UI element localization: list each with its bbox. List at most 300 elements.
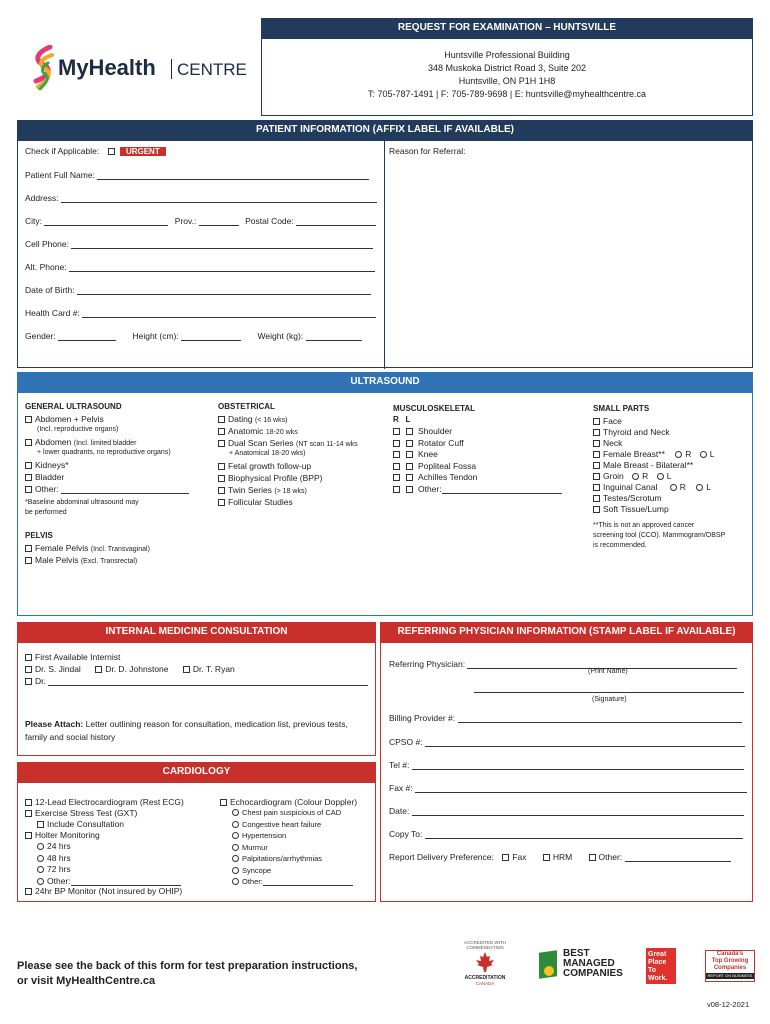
holter-other-field[interactable] [71,877,181,886]
male-breast-checkbox[interactable] [593,462,600,469]
delivery-row [389,852,731,862]
inguinal-label: Inguinal Canal [603,482,658,492]
best-managed-logo [537,947,629,987]
msk-left-checkbox[interactable] [406,474,413,481]
street: 348 Muskoka District Road 3, Suite 202 [427,63,587,73]
date-field[interactable] [412,807,744,816]
maple-leaf-icon [474,951,496,973]
include-consult-checkbox[interactable] [37,821,44,828]
full-name-row [25,170,369,180]
great-place-logo [646,948,676,984]
female-pelvis-row [25,543,150,553]
signature-field[interactable] [474,692,744,693]
msk-head: MUSCULOSKELETAL [393,404,476,413]
weight-field[interactable] [306,332,362,341]
inguinal-l-label: L [706,482,711,492]
gender-field[interactable] [58,332,116,341]
male-pelvis-note: (Excl. Transrectal) [80,558,138,565]
echo-option [232,854,322,863]
msk-left-checkbox[interactable] [406,486,413,493]
dr-other-row [25,676,368,686]
health-card-label: Health Card #: [25,308,80,318]
female-breast-row [593,449,715,459]
male-pelvis-row [25,555,137,565]
neck-label: Neck [603,438,623,448]
alt-field[interactable] [69,263,375,272]
gptw-3: To [648,967,657,974]
height-field[interactable] [181,332,241,341]
msk-left-checkbox[interactable] [406,428,413,435]
gxt-row [25,808,137,818]
general-other-field[interactable] [61,485,189,494]
referring-section-title [380,622,753,642]
gptw-1: Great [648,951,667,958]
address-label: Address: [25,193,59,203]
cpso-label: CPSO #: [389,737,423,747]
dating-row [218,414,287,424]
signature-caption: (Signature) [592,696,627,703]
referring-section [380,642,753,902]
msk-right-checkbox[interactable] [393,474,400,481]
echo-option-radio[interactable] [232,855,239,862]
gxt-checkbox[interactable] [25,810,32,817]
holter-option-radio[interactable] [37,878,44,885]
neck-row [593,438,622,448]
delivery-hrm-checkbox[interactable] [543,854,550,861]
echo-option-label: Syncope [242,865,272,875]
bladder-label: Bladder [35,472,65,482]
first-internist-label: First Available Internist [35,652,121,662]
female-pelvis-note: (Incl. Transvaginal) [90,546,150,553]
first-internist-row [25,652,120,662]
echo-option-label: Congestive heart failure [242,819,322,829]
male-breast-label: Male Breast - Bilateral** [603,460,694,470]
dating-label: Dating [228,414,253,424]
patient-section-title-text: PATIENT INFORMATION (AFFIX LABEL IF AVAILABLE) [256,124,514,135]
neck-checkbox[interactable] [593,440,600,447]
face-label: Face [603,416,622,426]
echo-option-label: Chest pain suspicious of CAD [242,808,342,817]
holter-option-radio[interactable] [37,843,44,850]
bpp-label: Biophysical Profile (BPP) [228,473,323,483]
groin-r-radio[interactable] [632,473,639,480]
dual-row [218,438,358,448]
print-name-caption: (Print Name) [588,668,628,675]
include-consult-label: Include Consultation [47,819,125,829]
inguinal-r-label: R [679,482,686,492]
ecg-checkbox[interactable] [25,799,32,806]
echo-option-radio[interactable] [232,809,239,816]
anatomic-row [218,426,298,436]
groin-l-radio[interactable] [657,473,664,480]
alt-row [25,262,375,272]
abdomen-note-2: + lower quadrants, no reproductive organs) [37,449,171,456]
baseline-note-1: *Baseline abdominal ultrasound may [25,499,139,506]
general-other-checkbox[interactable] [25,486,32,493]
msk-item-label: Shoulder [418,426,453,436]
dual-note: (NT scan 11-14 wks [296,441,358,448]
dating-checkbox[interactable] [218,416,225,423]
form-title-text: REQUEST FOR EXAMINATION – HUNTSVILLE [397,22,617,33]
date-row [389,806,744,816]
accredited-text: ACCREDITED WITH [464,940,506,945]
echo-option-radio[interactable] [232,867,239,874]
building: Huntsville Professional Building [444,50,570,60]
fax-row [389,783,747,793]
follicular-checkbox[interactable] [218,499,225,506]
msk-item-label: Knee [418,449,438,459]
bladder-checkbox[interactable] [25,474,32,481]
dr-other-label: Dr. [35,676,46,686]
female-pelvis-checkbox[interactable] [25,545,32,552]
ultrasound-section-title-text: ULTRASOUND [350,376,420,387]
ryan-label: Dr. T. Ryan [192,664,235,674]
commendation-text: COMMENDATION [466,945,504,950]
dr-other-field[interactable] [48,677,368,686]
billing-field[interactable] [458,714,742,723]
fetal-checkbox[interactable] [218,463,225,470]
tg-3: Companies [713,965,747,971]
delivery-fax-label: Fax [512,852,527,862]
echo-label: Echocardiogram (Colour Doppler) [230,797,358,807]
date-label: Date: [389,806,410,816]
echo-option [232,820,321,829]
prov-field[interactable] [199,217,239,226]
fetal-label: Fetal growth follow-up [228,461,312,471]
msk-rl: R L [393,415,411,424]
thyroid-row [593,427,670,437]
thyroid-checkbox[interactable] [593,429,600,436]
echo-option-radio[interactable] [232,878,239,885]
abdomen-row [25,437,136,447]
fax-label: Fax #: [389,783,413,793]
holter-option [37,864,71,874]
attach-row [25,719,348,729]
delivery-other-field[interactable] [625,853,731,862]
abdomen-note: (Incl. limited bladder [73,440,137,447]
groin-checkbox[interactable] [593,473,600,480]
abdomen-checkbox[interactable] [25,439,32,446]
baseline-note-2: be performed [25,509,67,516]
form-title [261,18,753,38]
echo-option [232,831,286,840]
copy-label: Copy To: [389,829,423,839]
msk-item [393,449,438,459]
twin-checkbox[interactable] [218,487,225,494]
echo-option-label: Palpitations/arrhythmias [242,854,323,863]
height-label: Height (cm): [132,331,179,341]
msk-left-checkbox[interactable] [406,463,413,470]
dual-label: Dual Scan Series [228,438,294,448]
cpso-row [389,737,745,747]
small-note-1: **This is not an approved cancer [593,522,695,529]
logo [30,45,250,95]
ryan-checkbox[interactable] [183,666,190,673]
cell-row [25,239,373,249]
small-note-3: is recommended. [593,542,647,549]
gender-row [25,331,362,341]
soft-tissue-row [593,504,669,514]
msk-item-label: Rotator Cuff [418,437,464,448]
attach-text: Letter outlining reason for consultation, medication list, previous tests, [83,719,348,729]
soft-tissue-label: Soft Tissue/Lump [603,504,669,514]
dual-checkbox[interactable] [218,440,225,447]
copy-row [389,829,743,839]
tg-2: Top Growing [711,958,749,964]
general-ultrasound-head: GENERAL ULTRASOUND [25,402,122,411]
msk-item-label: Other: [418,483,442,494]
pelvis-head: PELVIS [25,531,53,540]
groin-row [593,471,671,481]
address-box [261,38,753,116]
echo-option-radio[interactable] [232,821,239,828]
kidneys-checkbox[interactable] [25,462,32,469]
delivery-other-label: Other: [598,852,623,862]
echo-option [232,808,341,817]
inguinal-l-radio[interactable] [696,484,703,491]
dr-other-checkbox[interactable] [25,678,32,685]
anatomic-checkbox[interactable] [218,428,225,435]
holter-label: Holter Monitoring [35,830,100,840]
alt-label: Alt. Phone: [25,262,67,272]
urgent-checkbox[interactable] [108,148,115,155]
dob-field[interactable] [77,286,371,295]
twin-label: Twin Series [228,485,272,495]
msk-other-field[interactable] [442,485,562,494]
male-pelvis-label: Male Pelvis [35,555,79,565]
patient-divider [384,141,385,369]
female-breast-l-radio[interactable] [700,451,707,458]
accreditation-text: ACCREDITATION [464,975,506,981]
address-field[interactable] [61,194,377,203]
tg-1: Canada's [716,951,744,957]
attach-row-2: family and social history [25,732,116,742]
testes-row [593,493,662,503]
msk-item [393,461,476,471]
internal-section-title-text: INTERNAL MEDICINE CONSULTATION [105,626,288,637]
msk-right-checkbox[interactable] [393,440,400,447]
billing-label: Billing Provider #: [389,713,456,723]
accreditation-logo [455,940,515,990]
kidneys-label: Kidneys* [35,460,69,470]
echo-option [232,866,271,875]
bp-label: 24hr BP Monitor (Not insured by OHIP) [35,886,183,896]
holter-option [37,853,71,863]
echo-option-radio[interactable] [232,832,239,839]
inguinal-r-radio[interactable] [670,484,677,491]
follicular-label: Follicular Studies [228,497,293,507]
cell-field[interactable] [71,240,373,249]
delivery-fax-checkbox[interactable] [502,854,509,861]
twin-row [218,485,307,495]
echo-option-label: Hypertension [242,831,287,840]
female-pelvis-label: Female Pelvis [35,543,89,553]
johnstone-checkbox[interactable] [95,666,102,673]
city-field[interactable] [44,217,168,226]
delivery-hrm-label: HRM [552,852,573,862]
copy-field[interactable] [425,830,743,839]
echo-option-label: Other: [242,877,263,886]
ecg-label: 12-Lead Electrocardiogram (Rest ECG) [35,797,184,807]
thyroid-label: Thyroid and Neck [603,427,670,437]
msk-right-checkbox[interactable] [393,451,400,458]
billing-row [389,713,742,723]
gptw-4: Work. [648,975,668,982]
holter-option-radio[interactable] [37,866,44,873]
msk-item [393,472,477,482]
holter-checkbox[interactable] [25,832,32,839]
abd-pelvis-label: Abdomen + Pelvis [35,414,104,424]
anatomic-label: Anatomic [228,426,264,436]
postal-field[interactable] [296,217,376,226]
bp-row [25,886,182,896]
msk-right-checkbox[interactable] [393,428,400,435]
city-label: City: [25,216,42,226]
inguinal-row [593,482,711,492]
general-other-row [25,484,189,494]
dual-note-2: + Anatomical 18-20 wks) [229,450,306,457]
urgent-row [25,146,166,156]
full-name-label: Patient Full Name: [25,170,95,180]
logo-main: MyHealth [58,55,156,80]
delivery-label: Report Delivery Preference: [389,852,494,862]
msk-item-label: Achilles Tendon [418,472,478,482]
msk-item-label: Popliteal Fossa [418,460,477,471]
cardiology-section-title [17,762,376,782]
general-other-label: Other: [35,484,59,494]
echo-row [220,797,357,807]
testes-checkbox[interactable] [593,495,600,502]
bp-checkbox[interactable] [25,888,32,895]
inguinal-checkbox[interactable] [593,484,600,491]
johnstone-label: Dr. D. Johnstone [105,664,169,674]
small-note-2: screening tool (CCO). Mammogram/OBSP [593,532,726,539]
first-internist-checkbox[interactable] [25,654,32,661]
health-card-row [25,308,376,318]
urgent-badge: URGENT [120,147,166,156]
holter-option-radio[interactable] [37,855,44,862]
dob-label: Date of Birth: [25,285,75,295]
abd-pelvis-note: (Incl. reproductive organs) [37,426,119,433]
dob-row [25,285,371,295]
echo-option-radio[interactable] [232,844,239,851]
echo-option [232,877,353,886]
reason-label: Reason for Referral: [389,146,466,156]
tel-field[interactable] [412,761,744,770]
gender-label: Gender: [25,331,56,341]
ultrasound-section-title [17,372,753,392]
face-checkbox[interactable] [593,418,600,425]
best-3: COMPANIES [563,968,623,979]
jindal-label: Dr. S. Jindal [35,664,81,674]
delivery-other-checkbox[interactable] [589,854,596,861]
cpso-field[interactable] [425,738,745,747]
jindal-checkbox[interactable] [25,666,32,673]
bladder-row [25,472,64,482]
male-pelvis-checkbox[interactable] [25,557,32,564]
female-breast-checkbox[interactable] [593,451,600,458]
best-2: MANAGED [563,958,615,969]
male-breast-row [593,460,693,470]
internal-section-title [17,622,376,642]
msk-item [393,484,562,494]
contact-line: T: 705-787-1491 | F: 705-789-9698 | E: huntsville@myhealthcentre.ca [368,89,646,99]
gxt-label: Exercise Stress Test (GXT) [35,808,138,818]
physician-label: Referring Physician: [389,659,466,669]
best-managed-emblem-icon [537,949,561,983]
female-breast-label: Female Breast** [603,449,665,459]
logo-sub: CENTRE [177,60,247,79]
female-breast-r-label: R [685,449,692,459]
echo-checkbox[interactable] [220,799,227,806]
include-consult-row [37,819,124,829]
groin-l-label: L [666,471,672,481]
msk-left-checkbox[interactable] [406,451,413,458]
msk-right-checkbox[interactable] [393,463,400,470]
version: v08-12-2021 [707,1000,750,1009]
soft-tissue-checkbox[interactable] [593,506,600,513]
cardiology-section-title-text: CARDIOLOGY [162,766,231,777]
female-breast-r-radio[interactable] [675,451,682,458]
full-name-field[interactable] [97,171,369,180]
abdomen-label: Abdomen [35,437,72,447]
holter-option-label: 48 hrs [47,852,71,863]
reason-field[interactable] [389,160,747,360]
twin-note: (> 18 wks) [274,488,307,495]
anatomic-note: 18-20 wks [265,429,298,436]
fax-field[interactable] [415,784,747,793]
tel-row [389,760,744,770]
msk-right-checkbox[interactable] [393,486,400,493]
testes-label: Testes/Scrotum [603,493,662,503]
echo-option [232,843,268,852]
female-breast-l-label: L [709,449,715,459]
attach-bold: Please Attach: [25,719,84,729]
cell-label: Cell Phone: [25,239,69,249]
top-growing-logo [705,950,755,982]
abd-pelvis-row [25,414,104,424]
holter-row [25,830,100,840]
small-parts-head: SMALL PARTS [593,404,650,413]
abd-pelvis-checkbox[interactable] [25,416,32,423]
holter-option-label: 24 hrs [47,841,71,851]
tel-label: Tel #: [389,760,410,770]
msk-item [393,438,464,448]
dating-note: (< 16 wks) [254,417,288,424]
health-card-field[interactable] [82,309,376,318]
postal-label: Postal Code: [245,216,294,226]
echo-other-field[interactable] [263,877,353,886]
address-row [25,193,377,203]
msk-left-checkbox[interactable] [406,440,413,447]
bpp-checkbox[interactable] [218,475,225,482]
weight-label: Weight (kg): [257,331,304,341]
kidneys-row [25,460,69,470]
logo-swirl-icon [30,45,56,91]
echo-option-label: Murmur [242,842,268,852]
ecg-row [25,797,184,807]
face-row [593,416,622,426]
tg-4: REPORT ON BUSINESS [707,973,753,978]
city-row [25,216,376,226]
city-line: Huntsville, ON P1H 1H8 [458,76,556,86]
referring-section-title-text: REFERRING PHYSICIAN INFORMATION (STAMP LABEL IF AVAILABLE) [397,626,736,637]
bpp-row [218,473,322,483]
physician-row [389,659,737,669]
holter-option-label: Other: [47,875,71,886]
patient-section-title [17,120,753,140]
prov-label: Prov.: [174,216,197,226]
